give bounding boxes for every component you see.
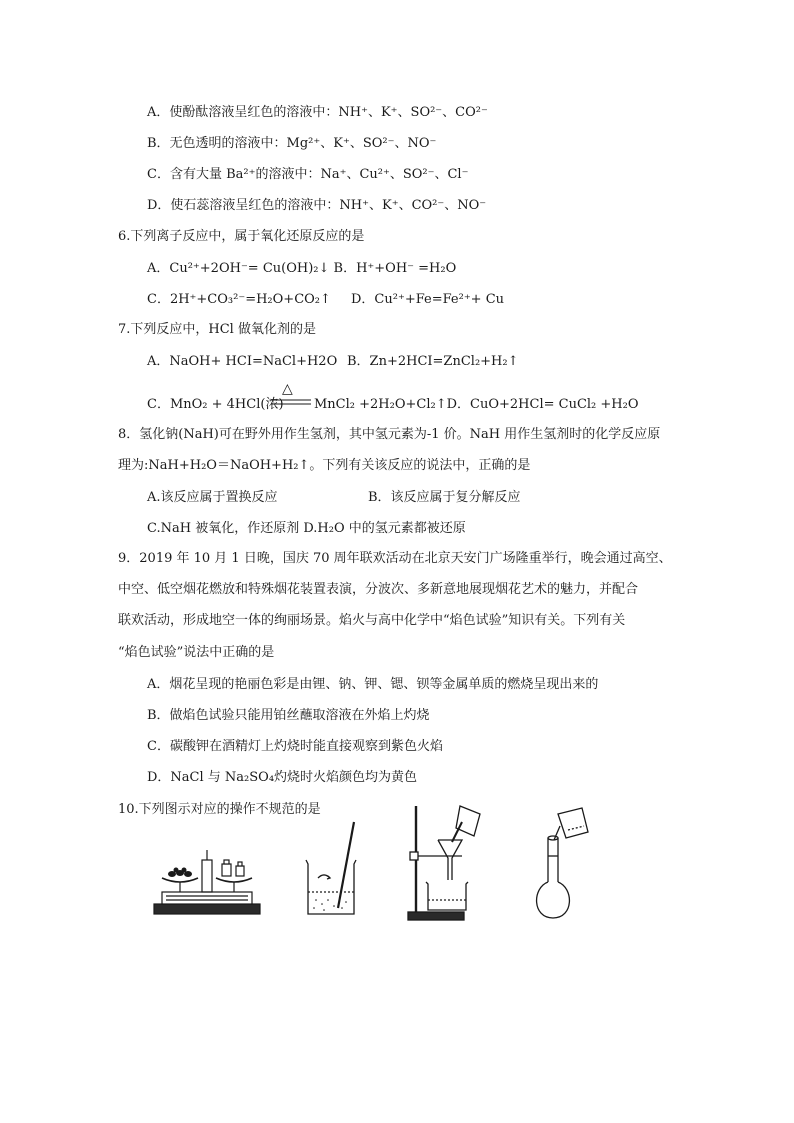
volumetric-flask-figure (530, 806, 594, 922)
q9-option-b: B．做焰色试验只能用铂丝蘸取溶液在外焰上灼烧 (147, 708, 430, 723)
q9-option-a: A．烟花呈现的艳丽色彩是由锂、钠、钾、锶、钡等金属单质的燃烧呈现出来的 (147, 677, 599, 692)
q6-option-c: C．2H⁺+CO₃²⁻=H₂O+CO₂↑ (147, 292, 331, 307)
filtration-setup-figure (402, 800, 490, 922)
heat-condition-icon: △ (282, 381, 293, 397)
q6-stem: 6.下列离子反应中，属于氧化还原反应的是 (118, 229, 365, 244)
q8-stem-line2: 理为:NaH+H₂O＝NaOH+H₂↑。下列有关该反应的说法中，正确的是 (118, 458, 531, 473)
reaction-equals-sign (270, 398, 312, 406)
q8-option-a: A.该反应属于置换反应 (147, 490, 278, 505)
q9-stem-line4: “焰色试验”说法中正确的是 (118, 645, 275, 660)
q9-option-d: D．NaCl 与 Na₂SO₄灼烧时火焰颜色均为黄色 (147, 770, 418, 785)
q7-option-c-left: C．MnO₂ + 4HCl(浓) (147, 397, 284, 412)
q6-option-d: D．Cu²⁺+Fe=Fe²⁺+ Cu (351, 292, 505, 307)
q7-option-c-d-right: MnCl₂ +2H₂O+Cl₂↑D．CuO+2HCl= CuCl₂ +H₂O (314, 397, 639, 412)
q8-option-b: B．该反应属于复分解反应 (368, 490, 521, 505)
q8-options-cd: C.NaH 被氧化，作还原剂 D.H₂O 中的氢元素都被还原 (147, 521, 466, 536)
q9-option-c: C．碳酸钾在酒精灯上灼烧时能直接观察到紫色火焰 (147, 739, 443, 754)
q6-options-ab: A．Cu²⁺+2OH⁻= Cu(OH)₂↓ B．H⁺+OH⁻ =H₂O (147, 261, 457, 276)
q8-stem-line1: 8．氢化钠(NaH)可在野外用作生氢剂，其中氢元素为-1 价。NaH 用作生氢剂时的化学反应原 (118, 427, 661, 442)
q5-option-d: D．使石蕊溶液呈红色的溶液中：NH⁺、K⁺、CO²⁻、NO⁻ (147, 198, 487, 213)
q9-stem-line3: 联欢活动，形成地空一体的绚丽场景。焰火与高中化学中“焰色试验”知识有关。下列有关 (118, 613, 626, 628)
q5-option-b: B．无色透明的溶液中：Mg²⁺、K⁺、SO²⁻、NO⁻ (147, 136, 437, 151)
q5-option-c: C．含有大量 Ba²⁺的溶液中：Na⁺、Cu²⁺、SO²⁻、Cl⁻ (147, 167, 469, 182)
q5-option-a: A．使酚酞溶液呈红色的溶液中：NH⁺、K⁺、SO²⁻、CO²⁻ (147, 105, 488, 120)
q9-stem-line1: 9．2019 年 10 月 1 日晚，国庆 70 周年联欢活动在北京天安门广场隆重举行，晚会通过高空、 (118, 551, 672, 566)
q7-stem: 7.下列反应中，HCl 做氧化剂的是 (118, 322, 316, 337)
q7-option-b: B．Zn+2HCI=ZnCl₂+H₂↑ (347, 354, 519, 369)
q9-stem-line2: 中空、低空烟花燃放和特殊烟花装置表演，分波次、多新意地展现烟花艺术的魅力，并配合 (118, 582, 639, 597)
balance-scale-figure (152, 846, 264, 918)
q10-stem: 10.下列图示对应的操作不规范的是 (118, 802, 321, 817)
q7-option-a: A．NaOH+ HCI=NaCl+H2O (147, 354, 338, 369)
beaker-stirring-figure (302, 820, 362, 920)
